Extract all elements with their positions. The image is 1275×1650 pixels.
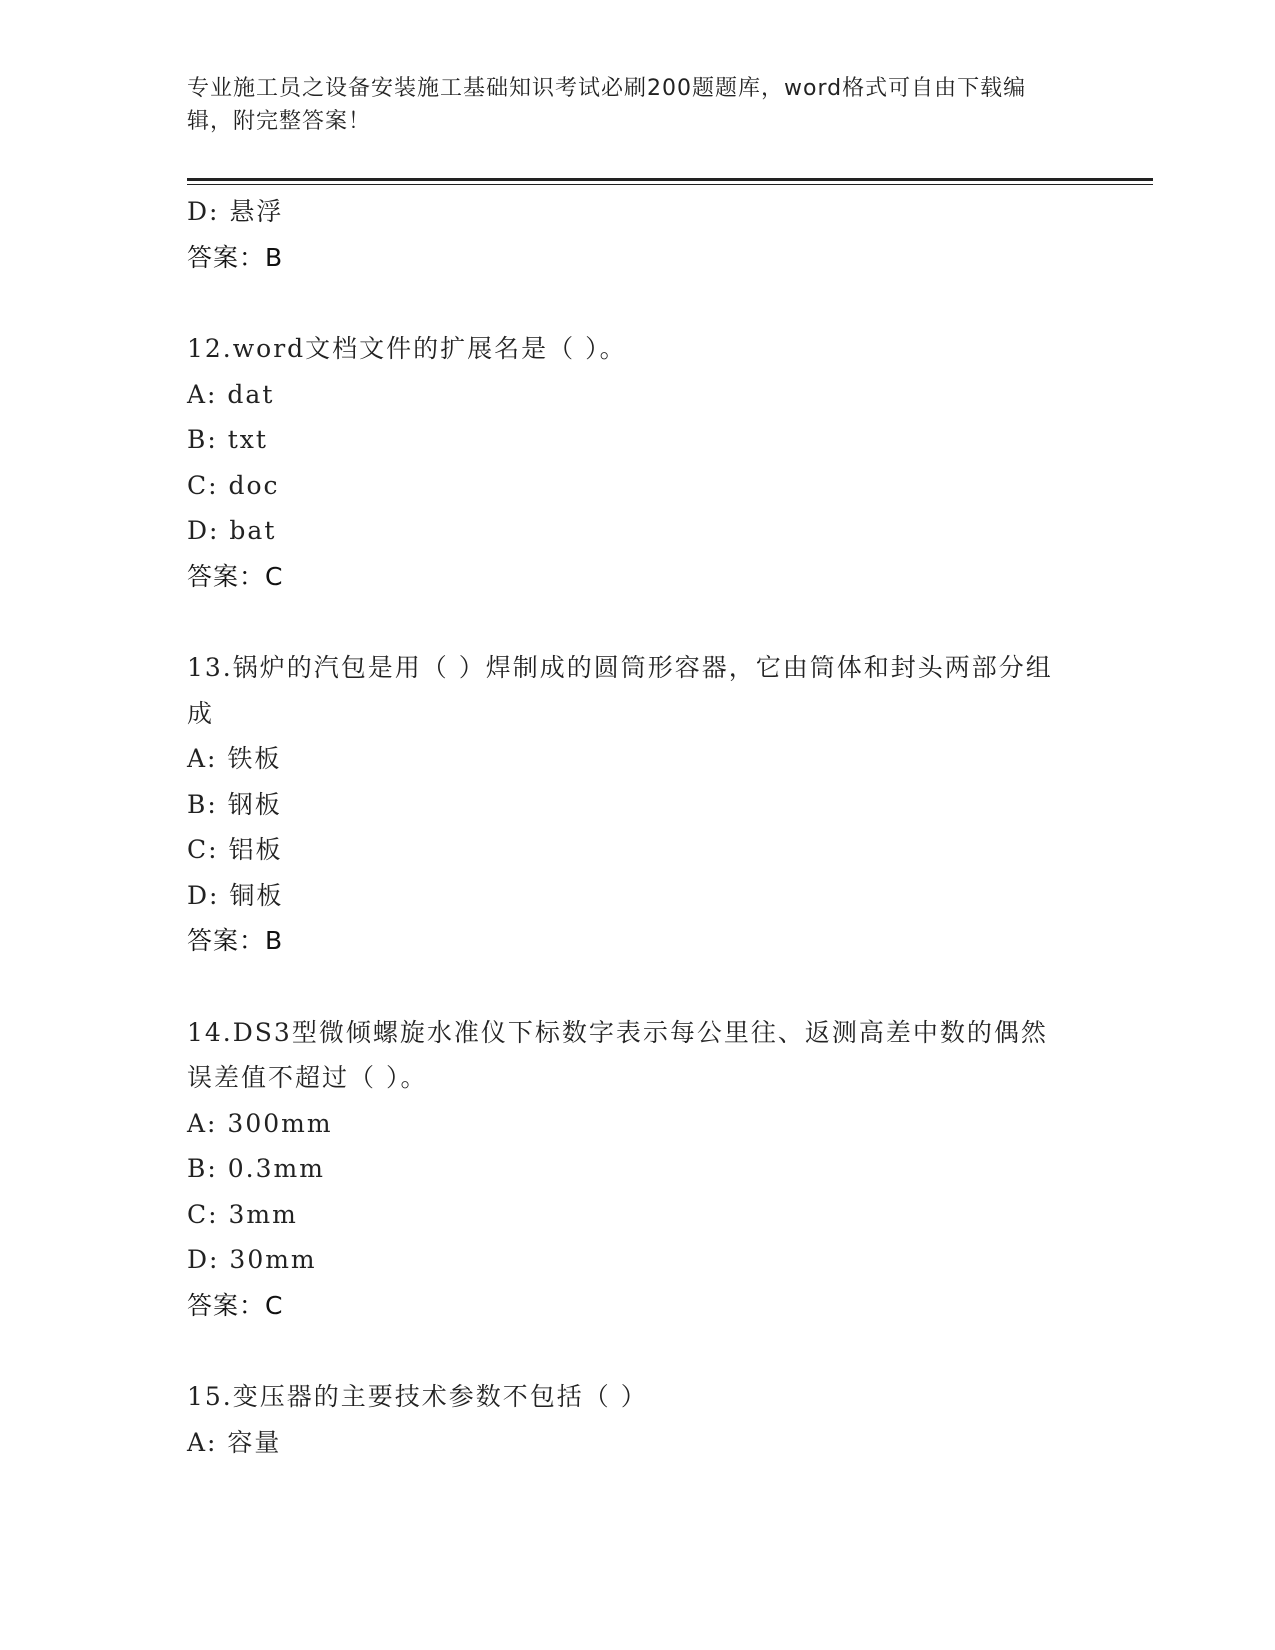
option-c: C: doc bbox=[187, 470, 280, 500]
option-b: B: txt bbox=[187, 425, 268, 454]
option-d: D: bat bbox=[187, 516, 277, 545]
question-list bbox=[187, 189, 1087, 1465]
option-d: D: 30mm bbox=[187, 1245, 317, 1274]
question-spacer bbox=[187, 964, 1087, 1010]
question-stem: 14.DS3型微倾螺旋水准仪下标数字表示每公里往、返测高差中数的偶然误差值不超过（ ）。 bbox=[187, 1017, 1048, 1092]
question-spacer bbox=[187, 1328, 1087, 1374]
option-a: A: 容量 bbox=[187, 1427, 282, 1457]
option-c: C: 3mm bbox=[187, 1199, 298, 1229]
option-b: B: 0.3mm bbox=[187, 1154, 325, 1183]
header-divider-thin bbox=[187, 184, 1153, 185]
option-c: C: 铝板 bbox=[187, 835, 283, 864]
option-a: A: 铁板 bbox=[187, 744, 282, 773]
option-d: D: 悬浮 bbox=[187, 197, 284, 226]
question-stem: 12.word文档文件的扩展名是（ ）。 bbox=[187, 334, 627, 363]
answer-line: 答案：C bbox=[187, 561, 284, 591]
option-d: D: 铜板 bbox=[187, 880, 284, 910]
question-spacer bbox=[187, 280, 1087, 326]
option-b: B: 钢板 bbox=[187, 789, 282, 819]
question-stem: 15.变压器的主要技术参数不包括（ ） bbox=[187, 1382, 648, 1411]
answer-line: 答案：C bbox=[187, 1290, 284, 1320]
header-divider-thick bbox=[187, 178, 1153, 181]
document-header: 专业施工员之设备安装施工基础知识考试必刷200题题库，word格式可自由下载编辑，附完整答案！ bbox=[187, 76, 1027, 134]
answer-line: 答案：B bbox=[187, 926, 284, 955]
option-a: A: 300mm bbox=[187, 1108, 333, 1138]
question-stem: 13.锅炉的汽包是用（ ）焊制成的圆筒形容器，它由筒体和封头两部分组成 bbox=[187, 653, 1053, 728]
answer-line: 答案：B bbox=[187, 242, 284, 272]
option-a: A: dat bbox=[187, 379, 275, 409]
question-spacer bbox=[187, 599, 1087, 645]
